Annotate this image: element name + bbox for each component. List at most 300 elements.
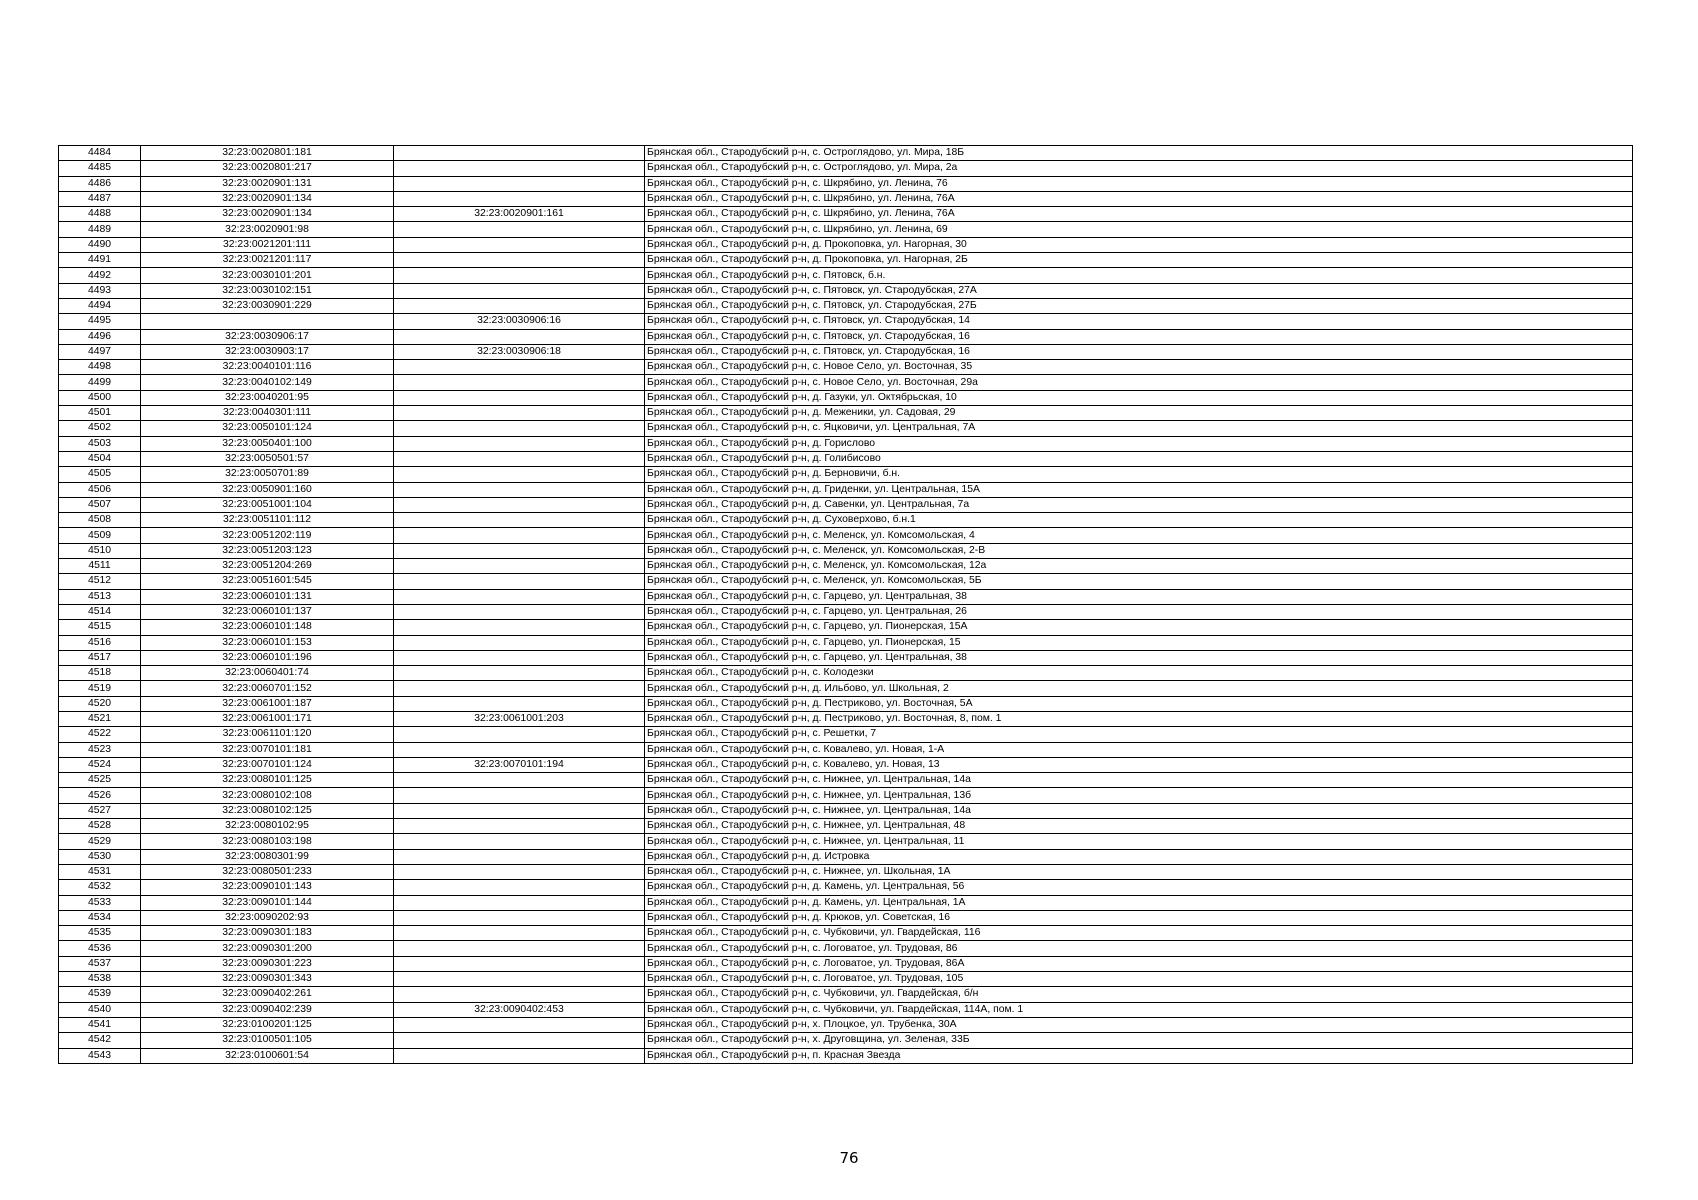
cadastral-number-cell: 32:23:0020901:134 — [141, 191, 394, 206]
linked-cadastral-number-cell: 32:23:0061001:203 — [394, 711, 645, 726]
table-row — [59, 451, 1633, 466]
address-cell: Брянская обл., Стародубский р-н, д. Пестриково, ул. Восточная, 5А — [645, 696, 1633, 711]
table-row — [59, 941, 1633, 956]
linked-cadastral-number-cell — [394, 329, 645, 344]
linked-cadastral-number-cell — [394, 268, 645, 283]
row-number-cell: 4512 — [59, 574, 141, 589]
table-row — [59, 421, 1633, 436]
address-cell: Брянская обл., Стародубский р-н, с. Новое Село, ул. Восточная, 35 — [645, 360, 1633, 375]
address-cell: Брянская обл., Стародубский р-н, с. Гарцево, ул. Пионерская, 15А — [645, 620, 1633, 635]
row-number-cell: 4525 — [59, 773, 141, 788]
linked-cadastral-number-cell — [394, 849, 645, 864]
address-cell: Брянская обл., Стародубский р-н, с. Нижнее, ул. Центральная, 48 — [645, 819, 1633, 834]
address-cell: Брянская обл., Стародубский р-н, д. Истровка — [645, 849, 1633, 864]
table-row — [59, 742, 1633, 757]
address-cell: Брянская обл., Стародубский р-н, д. Гриденки, ул. Центральная, 15А — [645, 482, 1633, 497]
table-row — [59, 635, 1633, 650]
table-body — [59, 146, 1633, 1064]
row-number-cell: 4486 — [59, 176, 141, 191]
linked-cadastral-number-cell — [394, 298, 645, 313]
row-number-cell: 4528 — [59, 819, 141, 834]
cadastral-number-cell: 32:23:0060101:137 — [141, 604, 394, 619]
table-row — [59, 344, 1633, 359]
linked-cadastral-number-cell — [394, 375, 645, 390]
row-number-cell: 4496 — [59, 329, 141, 344]
address-cell: Брянская обл., Стародубский р-н, с. Пятовск, б.н. — [645, 268, 1633, 283]
row-number-cell: 4502 — [59, 421, 141, 436]
address-cell: Брянская обл., Стародубский р-н, д. Меженики, ул. Садовая, 29 — [645, 406, 1633, 421]
address-cell: Брянская обл., Стародубский р-н, д. Газуки, ул. Октябрьская, 10 — [645, 390, 1633, 405]
linked-cadastral-number-cell — [394, 360, 645, 375]
address-cell: Брянская обл., Стародубский р-н, с. Новое Село, ул. Восточная, 29а — [645, 375, 1633, 390]
table-row — [59, 1017, 1633, 1032]
row-number-cell: 4540 — [59, 1002, 141, 1017]
table-row — [59, 161, 1633, 176]
row-number-cell: 4505 — [59, 467, 141, 482]
linked-cadastral-number-cell — [394, 467, 645, 482]
linked-cadastral-number-cell — [394, 604, 645, 619]
address-cell: Брянская обл., Стародубский р-н, х. Плоцкое, ул. Трубенка, 30А — [645, 1017, 1633, 1032]
cadastral-number-cell: 32:23:0080101:125 — [141, 773, 394, 788]
cadastral-number-cell: 32:23:0020901:134 — [141, 207, 394, 222]
table-row — [59, 176, 1633, 191]
row-number-cell: 4538 — [59, 972, 141, 987]
linked-cadastral-number-cell — [394, 742, 645, 757]
address-cell: Брянская обл., Стародубский р-н, с. Остроглядово, ул. Мира, 2а — [645, 161, 1633, 176]
table-row — [59, 191, 1633, 206]
table-row — [59, 237, 1633, 252]
cadastral-number-cell: 32:23:0090402:239 — [141, 1002, 394, 1017]
cadastral-number-cell: 32:23:0060701:152 — [141, 681, 394, 696]
cadastral-number-cell: 32:23:0020801:217 — [141, 161, 394, 176]
table-row — [59, 390, 1633, 405]
address-cell: Брянская обл., Стародубский р-н, д. Прокоповка, ул. Нагорная, 2Б — [645, 253, 1633, 268]
table-row — [59, 360, 1633, 375]
address-cell: Брянская обл., Стародубский р-н, с. Шкрябино, ул. Ленина, 76А — [645, 191, 1633, 206]
row-number-cell: 4534 — [59, 910, 141, 925]
table-row — [59, 910, 1633, 925]
row-number-cell: 4503 — [59, 436, 141, 451]
linked-cadastral-number-cell — [394, 666, 645, 681]
table-row — [59, 528, 1633, 543]
cadastral-number-cell: 32:23:0080102:108 — [141, 788, 394, 803]
cadastral-number-cell: 32:23:0090202:93 — [141, 910, 394, 925]
table-row — [59, 589, 1633, 604]
table-row — [59, 834, 1633, 849]
row-number-cell: 4529 — [59, 834, 141, 849]
linked-cadastral-number-cell — [394, 834, 645, 849]
row-number-cell: 4535 — [59, 926, 141, 941]
address-cell: Брянская обл., Стародубский р-н, с. Нижнее, ул. Центральная, 14а — [645, 773, 1633, 788]
row-number-cell: 4507 — [59, 497, 141, 512]
linked-cadastral-number-cell — [394, 543, 645, 558]
cadastral-number-cell: 32:23:0100201:125 — [141, 1017, 394, 1032]
table-row — [59, 711, 1633, 726]
cadastral-number-cell: 32:23:0060101:196 — [141, 650, 394, 665]
cadastral-number-cell: 32:23:0050901:160 — [141, 482, 394, 497]
cadastral-number-cell: 32:23:0021201:117 — [141, 253, 394, 268]
cadastral-number-cell: 32:23:0051001:104 — [141, 497, 394, 512]
table-row — [59, 604, 1633, 619]
cadastral-number-cell: 32:23:0100501:105 — [141, 1033, 394, 1048]
linked-cadastral-number-cell — [394, 941, 645, 956]
table-row — [59, 436, 1633, 451]
cadastral-number-cell: 32:23:0051202:119 — [141, 528, 394, 543]
address-cell: Брянская обл., Стародубский р-н, д. Ильбово, ул. Школьная, 2 — [645, 681, 1633, 696]
cadastral-number-cell: 32:23:0020901:131 — [141, 176, 394, 191]
cadastral-number-cell: 32:23:0020801:181 — [141, 146, 394, 161]
cadastral-number-cell: 32:23:0080102:125 — [141, 803, 394, 818]
table-row — [59, 543, 1633, 558]
cadastral-number-cell: 32:23:0090301:223 — [141, 956, 394, 971]
address-cell: Брянская обл., Стародубский р-н, д. Пестриково, ул. Восточная, 8, пом. 1 — [645, 711, 1633, 726]
cadastral-number-cell: 32:23:0050701:89 — [141, 467, 394, 482]
linked-cadastral-number-cell — [394, 589, 645, 604]
address-cell: Брянская обл., Стародубский р-н, с. Гарцево, ул. Пионерская, 15 — [645, 635, 1633, 650]
cadastral-number-cell: 32:23:0020901:98 — [141, 222, 394, 237]
linked-cadastral-number-cell — [394, 681, 645, 696]
page-number: 76 — [839, 1149, 859, 1167]
cadastral-number-cell: 32:23:0051204:269 — [141, 559, 394, 574]
table-row — [59, 1048, 1633, 1063]
row-number-cell: 4491 — [59, 253, 141, 268]
row-number-cell: 4536 — [59, 941, 141, 956]
cadastral-number-cell: 32:23:0070101:124 — [141, 757, 394, 772]
address-cell: Брянская обл., Стародубский р-н, с. Гарцево, ул. Центральная, 38 — [645, 589, 1633, 604]
cadastral-number-cell: 32:23:0030102:151 — [141, 283, 394, 298]
linked-cadastral-number-cell — [394, 436, 645, 451]
table-row — [59, 757, 1633, 772]
address-cell: Брянская обл., Стародубский р-н, с. Остроглядово, ул. Мира, 18Б — [645, 146, 1633, 161]
cadastral-number-cell: 32:23:0080103:198 — [141, 834, 394, 849]
linked-cadastral-number-cell — [394, 1048, 645, 1063]
table-row — [59, 773, 1633, 788]
address-cell: Брянская обл., Стародубский р-н, с. Гарцево, ул. Центральная, 38 — [645, 650, 1633, 665]
table-row — [59, 849, 1633, 864]
row-number-cell: 4537 — [59, 956, 141, 971]
linked-cadastral-number-cell — [394, 972, 645, 987]
table-row — [59, 788, 1633, 803]
row-number-cell: 4484 — [59, 146, 141, 161]
row-number-cell: 4488 — [59, 207, 141, 222]
cadastral-number-cell: 32:23:0050501:57 — [141, 451, 394, 466]
linked-cadastral-number-cell — [394, 497, 645, 512]
linked-cadastral-number-cell — [394, 513, 645, 528]
table-row — [59, 146, 1633, 161]
linked-cadastral-number-cell — [394, 283, 645, 298]
address-cell: Брянская обл., Стародубский р-н, с. Пятовск, ул. Стародубская, 14 — [645, 314, 1633, 329]
table-row — [59, 696, 1633, 711]
linked-cadastral-number-cell — [394, 803, 645, 818]
cadastral-number-cell: 32:23:0090301:183 — [141, 926, 394, 941]
table-row — [59, 864, 1633, 879]
address-cell: Брянская обл., Стародубский р-н, с. Колодезки — [645, 666, 1633, 681]
linked-cadastral-number-cell — [394, 222, 645, 237]
row-number-cell: 4490 — [59, 237, 141, 252]
row-number-cell: 4541 — [59, 1017, 141, 1032]
address-cell: Брянская обл., Стародубский р-н, с. Пятовск, ул. Стародубская, 27А — [645, 283, 1633, 298]
cadastral-number-cell: 32:23:0051101:112 — [141, 513, 394, 528]
address-cell: Брянская обл., Стародубский р-н, с. Шкрябино, ул. Ленина, 76 — [645, 176, 1633, 191]
address-cell: Брянская обл., Стародубский р-н, с. Пятовск, ул. Стародубская, 16 — [645, 329, 1633, 344]
table-row — [59, 803, 1633, 818]
table-row — [59, 666, 1633, 681]
table-row — [59, 972, 1633, 987]
address-cell: Брянская обл., Стародубский р-н, с. Меленск, ул. Комсомольская, 2-В — [645, 543, 1633, 558]
row-number-cell: 4493 — [59, 283, 141, 298]
row-number-cell: 4509 — [59, 528, 141, 543]
address-cell: Брянская обл., Стародубский р-н, с. Чубковичи, ул. Гвардейская, 116 — [645, 926, 1633, 941]
cadastral-number-cell: 32:23:0090402:261 — [141, 987, 394, 1002]
address-cell: Брянская обл., Стародубский р-н, с. Нижнее, ул. Центральная, 14а — [645, 803, 1633, 818]
row-number-cell: 4523 — [59, 742, 141, 757]
linked-cadastral-number-cell — [394, 819, 645, 834]
cadastral-number-cell: 32:23:0030901:229 — [141, 298, 394, 313]
cadastral-number-cell: 32:23:0070101:181 — [141, 742, 394, 757]
table-row — [59, 681, 1633, 696]
address-cell: Брянская обл., Стародубский р-н, д. Берновичи, б.н. — [645, 467, 1633, 482]
row-number-cell: 4539 — [59, 987, 141, 1002]
cadastral-number-cell: 32:23:0060101:148 — [141, 620, 394, 635]
address-cell: Брянская обл., Стародубский р-н, с. Пятовск, ул. Стародубская, 27Б — [645, 298, 1633, 313]
cadastral-number-cell: 32:23:0061001:187 — [141, 696, 394, 711]
row-number-cell: 4530 — [59, 849, 141, 864]
address-cell: Брянская обл., Стародубский р-н, с. Шкрябино, ул. Ленина, 69 — [645, 222, 1633, 237]
row-number-cell: 4498 — [59, 360, 141, 375]
row-number-cell: 4524 — [59, 757, 141, 772]
row-number-cell: 4526 — [59, 788, 141, 803]
linked-cadastral-number-cell — [394, 390, 645, 405]
cadastral-number-cell: 32:23:0060101:131 — [141, 589, 394, 604]
row-number-cell: 4533 — [59, 895, 141, 910]
cadastral-number-cell: 32:23:0040102:149 — [141, 375, 394, 390]
linked-cadastral-number-cell — [394, 528, 645, 543]
linked-cadastral-number-cell — [394, 650, 645, 665]
table-row — [59, 329, 1633, 344]
row-number-cell: 4515 — [59, 620, 141, 635]
row-number-cell: 4492 — [59, 268, 141, 283]
cadastral-number-cell: 32:23:0061001:171 — [141, 711, 394, 726]
table-row — [59, 513, 1633, 528]
table-row — [59, 268, 1633, 283]
linked-cadastral-number-cell — [394, 451, 645, 466]
table-row — [59, 406, 1633, 421]
table-row — [59, 926, 1633, 941]
address-cell: Брянская обл., Стародубский р-н, с. Ковалево, ул. Новая, 1-А — [645, 742, 1633, 757]
linked-cadastral-number-cell — [394, 620, 645, 635]
address-cell: Брянская обл., Стародубский р-н, д. Суховерхово, б.н.1 — [645, 513, 1633, 528]
linked-cadastral-number-cell — [394, 910, 645, 925]
table-row — [59, 375, 1633, 390]
row-number-cell: 4487 — [59, 191, 141, 206]
address-cell: Брянская обл., Стародубский р-н, с. Логоватое, ул. Трудовая, 86 — [645, 941, 1633, 956]
linked-cadastral-number-cell — [394, 696, 645, 711]
address-cell: Брянская обл., Стародубский р-н, с. Яцковичи, ул. Центральная, 7А — [645, 421, 1633, 436]
address-cell: Брянская обл., Стародубский р-н, х. Друговщина, ул. Зеленая, 33Б — [645, 1033, 1633, 1048]
table-row — [59, 956, 1633, 971]
row-number-cell: 4489 — [59, 222, 141, 237]
row-number-cell: 4516 — [59, 635, 141, 650]
cadastral-number-cell: 32:23:0050401:100 — [141, 436, 394, 451]
linked-cadastral-number-cell — [394, 574, 645, 589]
table-row — [59, 559, 1633, 574]
table-row — [59, 650, 1633, 665]
row-number-cell: 4508 — [59, 513, 141, 528]
address-cell: Брянская обл., Стародубский р-н, с. Меленск, ул. Комсомольская, 12а — [645, 559, 1633, 574]
address-cell: Брянская обл., Стародубский р-н, п. Красная Звезда — [645, 1048, 1633, 1063]
linked-cadastral-number-cell — [394, 482, 645, 497]
linked-cadastral-number-cell — [394, 176, 645, 191]
row-number-cell: 4543 — [59, 1048, 141, 1063]
table-row — [59, 727, 1633, 742]
linked-cadastral-number-cell: 32:23:0020901:161 — [394, 207, 645, 222]
cadastral-number-cell: 32:23:0061101:120 — [141, 727, 394, 742]
linked-cadastral-number-cell — [394, 635, 645, 650]
address-cell: Брянская обл., Стародубский р-н, с. Шкрябино, ул. Ленина, 76А — [645, 207, 1633, 222]
cadastral-number-cell: 32:23:0040101:116 — [141, 360, 394, 375]
linked-cadastral-number-cell — [394, 1017, 645, 1032]
table-row — [59, 253, 1633, 268]
address-cell: Брянская обл., Стародубский р-н, д. Савенки, ул. Центральная, 7а — [645, 497, 1633, 512]
row-number-cell: 4520 — [59, 696, 141, 711]
cadastral-number-cell: 32:23:0040201:95 — [141, 390, 394, 405]
row-number-cell: 4497 — [59, 344, 141, 359]
linked-cadastral-number-cell — [394, 727, 645, 742]
row-number-cell: 4495 — [59, 314, 141, 329]
linked-cadastral-number-cell — [394, 880, 645, 895]
table-row — [59, 880, 1633, 895]
row-number-cell: 4499 — [59, 375, 141, 390]
linked-cadastral-number-cell — [394, 161, 645, 176]
address-cell: Брянская обл., Стародубский р-н, с. Пятовск, ул. Стародубская, 16 — [645, 344, 1633, 359]
row-number-cell: 4521 — [59, 711, 141, 726]
cadastral-number-cell: 32:23:0021201:111 — [141, 237, 394, 252]
row-number-cell: 4504 — [59, 451, 141, 466]
cadastral-number-cell: 32:23:0060101:153 — [141, 635, 394, 650]
linked-cadastral-number-cell — [394, 559, 645, 574]
cadastral-number-cell: 32:23:0090101:143 — [141, 880, 394, 895]
table-row — [59, 1002, 1633, 1017]
linked-cadastral-number-cell — [394, 788, 645, 803]
cadastral-number-cell: 32:23:0090101:144 — [141, 895, 394, 910]
linked-cadastral-number-cell — [394, 406, 645, 421]
row-number-cell: 4494 — [59, 298, 141, 313]
address-cell: Брянская обл., Стародубский р-н, с. Гарцево, ул. Центральная, 26 — [645, 604, 1633, 619]
address-cell: Брянская обл., Стародубский р-н, д. Голибисово — [645, 451, 1633, 466]
row-number-cell: 4517 — [59, 650, 141, 665]
cadastral-number-cell: 32:23:0080501:233 — [141, 864, 394, 879]
address-cell: Брянская обл., Стародубский р-н, д. Камень, ул. Центральная, 56 — [645, 880, 1633, 895]
cadastral-number-cell: 32:23:0090301:200 — [141, 941, 394, 956]
row-number-cell: 4514 — [59, 604, 141, 619]
row-number-cell: 4511 — [59, 559, 141, 574]
row-number-cell: 4501 — [59, 406, 141, 421]
table-row — [59, 298, 1633, 313]
linked-cadastral-number-cell — [394, 237, 645, 252]
linked-cadastral-number-cell — [394, 864, 645, 879]
linked-cadastral-number-cell — [394, 191, 645, 206]
row-number-cell: 4506 — [59, 482, 141, 497]
row-number-cell: 4522 — [59, 727, 141, 742]
cadastral-number-cell: 32:23:0050101:124 — [141, 421, 394, 436]
linked-cadastral-number-cell — [394, 956, 645, 971]
table-row — [59, 895, 1633, 910]
table-row — [59, 819, 1633, 834]
address-cell: Брянская обл., Стародубский р-н, с. Ковалево, ул. Новая, 13 — [645, 757, 1633, 772]
row-number-cell: 4527 — [59, 803, 141, 818]
row-number-cell: 4542 — [59, 1033, 141, 1048]
cadastral-number-cell: 32:23:0090301:343 — [141, 972, 394, 987]
table-row — [59, 283, 1633, 298]
cadastral-number-cell: 32:23:0051203:123 — [141, 543, 394, 558]
linked-cadastral-number-cell — [394, 421, 645, 436]
address-cell: Брянская обл., Стародубский р-н, с. Решетки, 7 — [645, 727, 1633, 742]
address-cell: Брянская обл., Стародубский р-н, д. Горислово — [645, 436, 1633, 451]
cadastral-number-cell: 32:23:0080102:95 — [141, 819, 394, 834]
row-number-cell: 4531 — [59, 864, 141, 879]
address-cell: Брянская обл., Стародубский р-н, с. Чубковичи, ул. Гвардейская, б/н — [645, 987, 1633, 1002]
cadastral-number-cell: 32:23:0100601:54 — [141, 1048, 394, 1063]
row-number-cell: 4485 — [59, 161, 141, 176]
address-cell: Брянская обл., Стародубский р-н, д. Прокоповка, ул. Нагорная, 30 — [645, 237, 1633, 252]
cadastral-number-cell: 32:23:0080301:99 — [141, 849, 394, 864]
address-cell: Брянская обл., Стародубский р-н, с. Нижнее, ул. Центральная, 13б — [645, 788, 1633, 803]
table-row — [59, 574, 1633, 589]
address-cell: Брянская обл., Стародубский р-н, с. Меленск, ул. Комсомольская, 5Б — [645, 574, 1633, 589]
address-cell: Брянская обл., Стародубский р-н, с. Логоватое, ул. Трудовая, 86А — [645, 956, 1633, 971]
table-row — [59, 467, 1633, 482]
table-row — [59, 1033, 1633, 1048]
row-number-cell: 4532 — [59, 880, 141, 895]
address-cell: Брянская обл., Стародубский р-н, с. Меленск, ул. Комсомольская, 4 — [645, 528, 1633, 543]
table-row — [59, 207, 1633, 222]
table-row — [59, 222, 1633, 237]
table-row — [59, 620, 1633, 635]
table-row — [59, 497, 1633, 512]
row-number-cell: 4510 — [59, 543, 141, 558]
linked-cadastral-number-cell — [394, 895, 645, 910]
table-row — [59, 987, 1633, 1002]
linked-cadastral-number-cell — [394, 987, 645, 1002]
property-registry-table — [58, 145, 1633, 1064]
cadastral-number-cell — [141, 314, 394, 329]
row-number-cell: 4518 — [59, 666, 141, 681]
linked-cadastral-number-cell: 32:23:0090402:453 — [394, 1002, 645, 1017]
table-row — [59, 314, 1633, 329]
address-cell: Брянская обл., Стародубский р-н, с. Нижнее, ул. Центральная, 11 — [645, 834, 1633, 849]
address-cell: Брянская обл., Стародубский р-н, д. Камень, ул. Центральная, 1А — [645, 895, 1633, 910]
address-cell: Брянская обл., Стародубский р-н, с. Нижнее, ул. Школьная, 1А — [645, 864, 1633, 879]
address-cell: Брянская обл., Стародубский р-н, с. Чубковичи, ул. Гвардейская, 114А, пом. 1 — [645, 1002, 1633, 1017]
linked-cadastral-number-cell — [394, 146, 645, 161]
linked-cadastral-number-cell — [394, 1033, 645, 1048]
cadastral-number-cell: 32:23:0030906:17 — [141, 329, 394, 344]
linked-cadastral-number-cell — [394, 253, 645, 268]
linked-cadastral-number-cell: 32:23:0070101:194 — [394, 757, 645, 772]
cadastral-number-cell: 32:23:0030903:17 — [141, 344, 394, 359]
linked-cadastral-number-cell: 32:23:0030906:18 — [394, 344, 645, 359]
cadastral-number-cell: 32:23:0030101:201 — [141, 268, 394, 283]
cadastral-number-cell: 32:23:0040301:111 — [141, 406, 394, 421]
row-number-cell: 4500 — [59, 390, 141, 405]
linked-cadastral-number-cell — [394, 773, 645, 788]
cadastral-number-cell: 32:23:0060401:74 — [141, 666, 394, 681]
cadastral-number-cell: 32:23:0051601:545 — [141, 574, 394, 589]
address-cell: Брянская обл., Стародубский р-н, с. Логоватое, ул. Трудовая, 105 — [645, 972, 1633, 987]
row-number-cell: 4513 — [59, 589, 141, 604]
row-number-cell: 4519 — [59, 681, 141, 696]
table-row — [59, 482, 1633, 497]
